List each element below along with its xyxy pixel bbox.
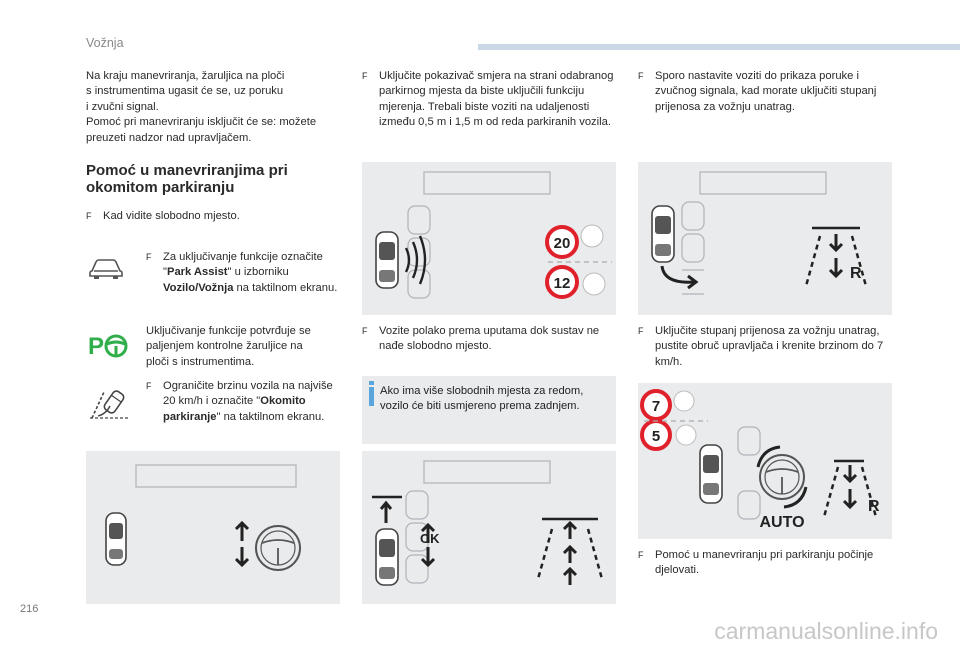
park-assist-warning-icon — [88, 331, 128, 359]
section-bar — [478, 44, 960, 50]
info-box: Ako ima više slobodnih mjesta za redom, vozilo će biti usmjereno prema zadnjem. — [362, 376, 616, 444]
step-turn-indicator: F Uključite pokazivač smjera na strani odabranog parkirnog mjesta da biste uključili funkciju mjerenja. Trebali biste voziti na udaljenosti između 0,5 m i 1,5 m od reda parkiranih vozila. — [362, 70, 614, 129]
bullet-marker: F — [86, 211, 92, 221]
car-illustration — [106, 513, 126, 565]
illustration-start-reverse — [86, 451, 340, 604]
step-enable-park-assist: F Za uključivanje funkcije označite "Park Assist" u izborniku Vozilo/Vožnja na taktilnom ekranu. — [146, 251, 338, 294]
step-slow-forward: F Sporo nastavite voziti do prikaza poruke i zvučnog signala, kad morate uključiti stupanj prijenosa za vožnju unatrag. — [638, 70, 877, 113]
car-illustration — [376, 529, 398, 585]
intro-paragraph: Na kraju manevriranja, žaruljica na ploči s instrumentima ugasit će se, uz poruku i zvučni signal. Pomoć pri manevriranju isključit će se: možete preuzeti nadzor nad upravljačem. — [86, 70, 317, 144]
info-icon — [369, 387, 374, 406]
step-free-space: F Kad vidite slobodno mjesto. — [86, 209, 346, 224]
car-illustration — [376, 232, 398, 288]
car-illustration — [652, 206, 674, 262]
illustration-scanning — [362, 162, 616, 315]
svg-text:R: R — [868, 498, 880, 515]
step-limit-speed: F Ograničite brzinu vozila na najviše 20 km/h i označite "Okomito parkiranje" na taktilnom ekranu. — [146, 380, 333, 423]
illustration-auto — [638, 383, 892, 539]
subsection-heading: Pomoć u manevriranjima pri okomitom parkiranju — [86, 162, 288, 196]
illustration-ok — [362, 451, 616, 604]
watermark: carmanualsonline.info — [714, 618, 938, 644]
steering-wheel-icon — [758, 447, 806, 507]
steering-wheel-icon — [256, 526, 300, 570]
svg-text:5: 5 — [651, 428, 661, 445]
step-engage-reverse: F Uključite stupanj prijenosa za vožnju unatrag, pustite obruč upravljača i krenite brzinom do 7 km/h. — [638, 325, 884, 368]
svg-text:R: R — [850, 265, 862, 282]
speed-limit-sign — [642, 391, 670, 449]
car-icon — [88, 256, 124, 280]
svg-text:OK: OK — [420, 531, 440, 546]
svg-text:P: P — [88, 333, 105, 359]
perpendicular-parking-icon — [88, 388, 132, 422]
step-drive-slowly: F Vozite polako prema uputama dok sustav ne nađe slobodno mjesto. — [362, 325, 600, 353]
svg-text:12: 12 — [553, 275, 571, 292]
svg-text:AUTO: AUTO — [759, 514, 805, 531]
svg-text:7: 7 — [651, 398, 661, 415]
svg-text:20: 20 — [553, 235, 571, 252]
step-assist-active: F Pomoć u manevriranju pri parkiranju počinje djelovati. — [638, 549, 874, 577]
illustration-reverse-gear — [638, 162, 892, 315]
section-title: Vožnja — [86, 36, 124, 50]
page-number: 216 — [20, 603, 39, 615]
car-illustration — [700, 445, 722, 503]
step-indicator-confirm: Uključivanje funkcije potvrđuje se paljenjem kontrolne žaruljice na ploči s instrumentima. — [146, 325, 311, 368]
